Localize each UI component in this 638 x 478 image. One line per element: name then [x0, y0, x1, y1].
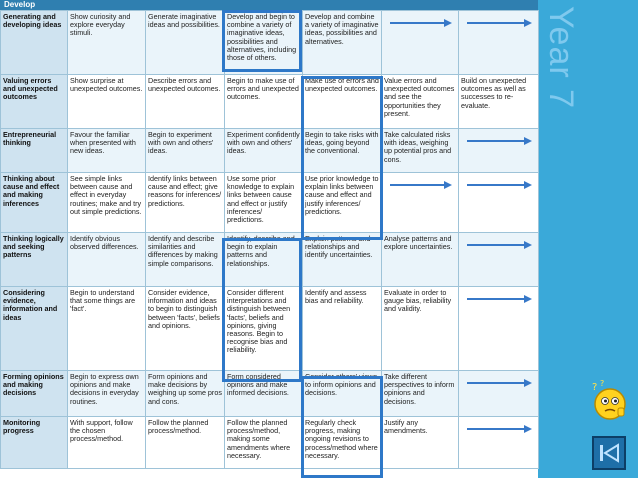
table-cell: Develop and combine a variety of imaginative ideas, possibilities and alternatives. — [303, 11, 382, 75]
table-cell: Identify, describe and begin to explain patterns and relationships. — [225, 233, 303, 287]
table-cell: Begin to make use of errors and unexpected outcomes. — [225, 75, 303, 129]
table-cell: Begin to experiment with own and others' ideas. — [146, 129, 225, 173]
table-cell: Evaluate in order to gauge bias, reliability and validity. — [382, 287, 459, 371]
table-cell — [459, 417, 539, 469]
continuation-arrow-icon — [461, 425, 536, 433]
row-heading: Forming opinions and making decisions — [1, 371, 68, 417]
continuation-arrow-icon — [461, 241, 536, 249]
row-heading: Generating and developing ideas — [1, 11, 68, 75]
table-cell: Follow the planned process/method, making some amendments where necessary. — [225, 417, 303, 469]
svg-text:?: ? — [600, 379, 605, 388]
table-cell: Favour the familiar when presented with new ideas. — [68, 129, 146, 173]
back-to-start-button[interactable] — [592, 436, 626, 470]
table-cell: Generate imaginative ideas and possibilities. — [146, 11, 225, 75]
table-cell — [459, 371, 539, 417]
table-cell: Begin to express own opinions and make decisions in everyday routines. — [68, 371, 146, 417]
continuation-arrow-icon — [384, 181, 456, 189]
table-cell — [459, 11, 539, 75]
table-cell: Identify and describe similarities and differences by making simple comparisons. — [146, 233, 225, 287]
table-cell: Take different perspectives to inform opinions and decisions. — [382, 371, 459, 417]
table-row — [1, 129, 539, 173]
table-cell: Identify obvious observed differences. — [68, 233, 146, 287]
continuation-arrow-icon — [461, 379, 536, 387]
table-cell: Consider others' views to inform opinions and decisions. — [303, 371, 382, 417]
table-row — [1, 75, 539, 129]
table-cell: Take calculated risks with ideas, weighing up potential pros and cons. — [382, 129, 459, 173]
row-heading: Entrepreneurial thinking — [1, 129, 68, 173]
continuation-arrow-icon — [461, 295, 536, 303]
table-cell: Regularly check progress, making ongoing revisions to process/method where necessary. — [303, 417, 382, 469]
continuation-arrow-icon — [461, 19, 536, 27]
table-row — [1, 287, 539, 371]
continuation-arrow-icon — [384, 19, 456, 27]
row-heading: Thinking logically and seeking patterns — [1, 233, 68, 287]
table-cell: Follow the planned process/method. — [146, 417, 225, 469]
table-cell — [382, 173, 459, 233]
table-cell: Begin to understand that some things are 'fact'. — [68, 287, 146, 371]
table-cell — [382, 11, 459, 75]
table-cell: Show curiosity and explore everyday stimuli. — [68, 11, 146, 75]
table-cell: Make use of errors and unexpected outcomes. — [303, 75, 382, 129]
continuation-arrow-icon — [461, 137, 536, 145]
table-row — [1, 417, 539, 469]
row-heading: Thinking about cause and effect and making inferences — [1, 173, 68, 233]
table-cell: Identify and assess bias and reliability. — [303, 287, 382, 371]
table-cell: Form considered opinions and make informed decisions. — [225, 371, 303, 417]
table-row — [1, 173, 539, 233]
row-heading: Valuing errors and unexpected outcomes — [1, 75, 68, 129]
back-to-start-icon — [594, 438, 624, 468]
table-row — [1, 11, 539, 75]
table-row — [1, 233, 539, 287]
table-cell — [459, 129, 539, 173]
year-label: Year 7 — [542, 6, 580, 110]
table-row — [1, 371, 539, 417]
table-cell: Build on unexpected outcomes as well as successes to re-evaluate. — [459, 75, 539, 129]
section-header: Develop — [0, 0, 538, 10]
row-heading: Considering evidence, information and ideas — [1, 287, 68, 371]
table-cell: With support, follow the chosen process/method. — [68, 417, 146, 469]
table-cell: Form opinions and make decisions by weighing up some pros and cons. — [146, 371, 225, 417]
table-cell — [459, 287, 539, 371]
table-cell: Use prior knowledge to explain links between cause and effect and justify inferences/ predictions. — [303, 173, 382, 233]
table-cell: Value errors and unexpected outcomes and see the opportunities they present. — [382, 75, 459, 129]
table-cell: Explain patterns and relationships and identify uncertainties. — [303, 233, 382, 287]
table-cell: Begin to take risks with ideas, going beyond the conventional. — [303, 129, 382, 173]
svg-text:?: ? — [592, 382, 598, 393]
table-cell: Show surprise at unexpected outcomes. — [68, 75, 146, 129]
table-cell — [459, 173, 539, 233]
thinking-face-icon — [588, 378, 630, 424]
table-cell: Identify links between cause and effect; give reasons for inferences/ predictions. — [146, 173, 225, 233]
table-cell: Consider evidence, information and ideas to begin to distinguish between 'facts', beliefs and opinions. — [146, 287, 225, 371]
table-cell: Describe errors and unexpected outcomes. — [146, 75, 225, 129]
table-cell: Develop and begin to combine a variety of imaginative ideas, possibilities and alternatives, including those of others. — [225, 11, 303, 75]
table-cell: See simple links between cause and effect in everyday routines; make and try out simple predictions. — [68, 173, 146, 233]
row-heading: Monitoring progress — [1, 417, 68, 469]
continuation-arrow-icon — [461, 181, 536, 189]
table-cell: Justify any amendments. — [382, 417, 459, 469]
table-cell: Experiment confidently with own and others' ideas. — [225, 129, 303, 173]
table-cell: Use some prior knowledge to explain links between cause and effect or justify inferences/ predictions. — [225, 173, 303, 233]
table-cell — [459, 233, 539, 287]
progression-table — [0, 10, 539, 469]
table-cell: Analyse patterns and explore uncertainties. — [382, 233, 459, 287]
table-cell: Consider different interpretations and distinguish between 'facts', beliefs and opinions, giving reasons. Begin to recognise bias and reliability. — [225, 287, 303, 371]
